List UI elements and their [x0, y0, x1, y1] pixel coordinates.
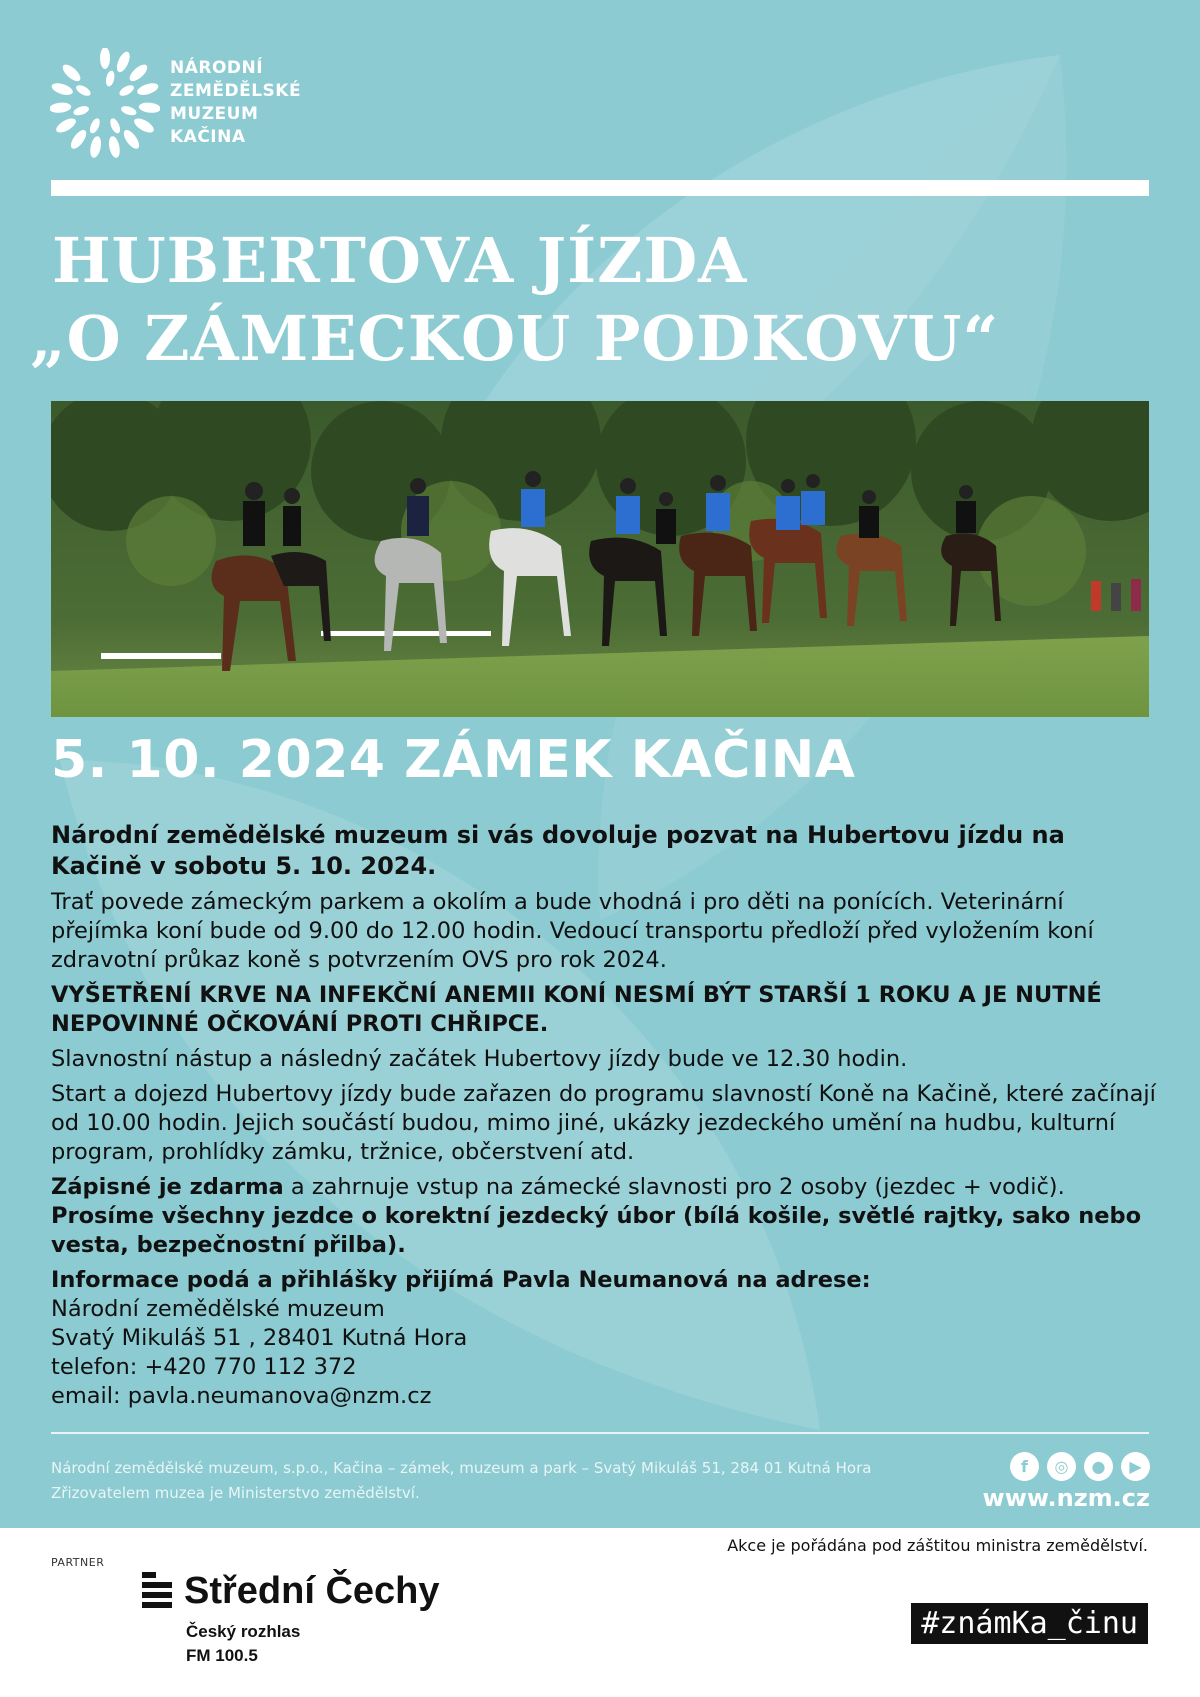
patronage-note: Akce je pořádána pod záštitou ministra zemědělství. — [727, 1536, 1148, 1555]
event-date-venue: 5. 10. 2024 ZÁMEK KAČINA — [51, 730, 856, 790]
museum-logo[interactable] — [50, 48, 301, 158]
radio-station: Český rozhlas — [186, 1622, 301, 1641]
contact-heading: Informace podá a přihlášky přijímá Pavla Neumanová na adrese: — [51, 1267, 871, 1293]
contact-org: Národní zemědělské muzeum — [51, 1296, 385, 1322]
partner-label: PARTNER — [51, 1556, 105, 1569]
footer-founder: Zřizovatelem muzea je Ministerstvo zemědělství. — [51, 1484, 420, 1502]
museum-name — [170, 57, 301, 149]
route-paragraph: Trať povede zámeckým parkem a okolím a bude vhodná i pro děti na ponících. Veterinární přejímka koní bude od 9.00 do 12.00 hodin. Vedoucí transportu předloží před vyložením koní zdravotní průkaz koně s potvrzením OVS pro rok 2024. — [51, 889, 1094, 973]
fee-bold: Zápisné je zdarma — [51, 1174, 284, 1200]
radio-logo-icon — [142, 1572, 178, 1612]
event-title — [30, 222, 999, 378]
title-line-2: „O ZÁMECKOU PODKOVU“ — [30, 302, 1000, 375]
invitation-text — [51, 820, 1161, 1411]
riders-photo — [51, 401, 1149, 717]
facebook-icon[interactable]: f — [1010, 1452, 1039, 1481]
radio-name: Střední Čechy — [184, 1570, 440, 1612]
riders-photo-illustration — [51, 401, 1149, 717]
start-time-paragraph: Slavnostní nástup a následný začátek Hubertovy jízdy bude ve 12.30 hodin. — [51, 1046, 908, 1072]
youtube-icon[interactable]: ▶ — [1121, 1452, 1150, 1481]
title-line-1: HUBERTOVA JÍZDA — [52, 224, 748, 297]
radio-frequency: FM 100.5 — [186, 1646, 258, 1665]
wreath-logo-icon — [50, 48, 160, 158]
invitation-lead: Národní zemědělské muzeum si vás dovoluje pozvat na Hubertovu jízdu na Kačině v sobotu 5. 10. 2024. — [51, 821, 1065, 880]
logo-line: KAČINA — [170, 127, 246, 147]
footer-address: Národní zemědělské muzeum, s.p.o., Kačina – zámek, muzeum a park – Svatý Mikuláš 51, 284 01 Kutná Hora — [51, 1459, 872, 1477]
logo-line: ZEMĚDĚLSKÉ — [170, 81, 302, 101]
fee-paragraph — [51, 1173, 1161, 1202]
footer-info — [51, 1456, 871, 1506]
logo-line: MUZEUM — [170, 104, 259, 124]
attire-paragraph: Prosíme všechny jezdce o korektní jezdecký úbor (bílá košile, světlé rajtky, sako nebo vesta, bezpečnostní přilba). — [51, 1203, 1142, 1258]
top-divider — [51, 180, 1149, 196]
social-links — [1010, 1452, 1150, 1481]
vet-warning: VYŠETŘENÍ KRVE NA INFEKČNÍ ANEMII KONÍ NESMÍ BÝT STARŠÍ 1 ROKU A JE NUTNÉ NEPOVINNÉ OČKOVÁNÍ PROTI CHŘIPCE. — [51, 982, 1102, 1037]
campaign-hashtag: #známKa_činu — [911, 1603, 1148, 1644]
contact-address: Svatý Mikuláš 51 , 28401 Kutná Hora — [51, 1325, 468, 1351]
logo-line: NÁRODNÍ — [170, 58, 264, 78]
website-link[interactable]: www.nzm.cz — [982, 1484, 1150, 1512]
contact-phone[interactable]: telefon: +420 770 112 372 — [51, 1354, 357, 1380]
program-paragraph: Start a dojezd Hubertovy jízdy bude zařazen do programu slavností Koně na Kačině, které začínají od 10.00 hodin. Jejich součástí budou, mimo jiné, ukázky jezdeckého umění na hudbu, kulturní program, prohlídky zámku, tržnice, občerstvení atd. — [51, 1081, 1156, 1165]
fee-rest: a zahrnuje vstup na zámecké slavnosti pro 2 osoby (jezdec + vodič). — [283, 1174, 1065, 1200]
bottom-divider — [51, 1432, 1149, 1434]
flickr-icon[interactable]: ● — [1084, 1452, 1113, 1481]
contact-email[interactable]: email: pavla.neumanova@nzm.cz — [51, 1383, 432, 1409]
radio-subtitle — [186, 1620, 300, 1668]
instagram-icon[interactable]: ◎ — [1047, 1452, 1076, 1481]
